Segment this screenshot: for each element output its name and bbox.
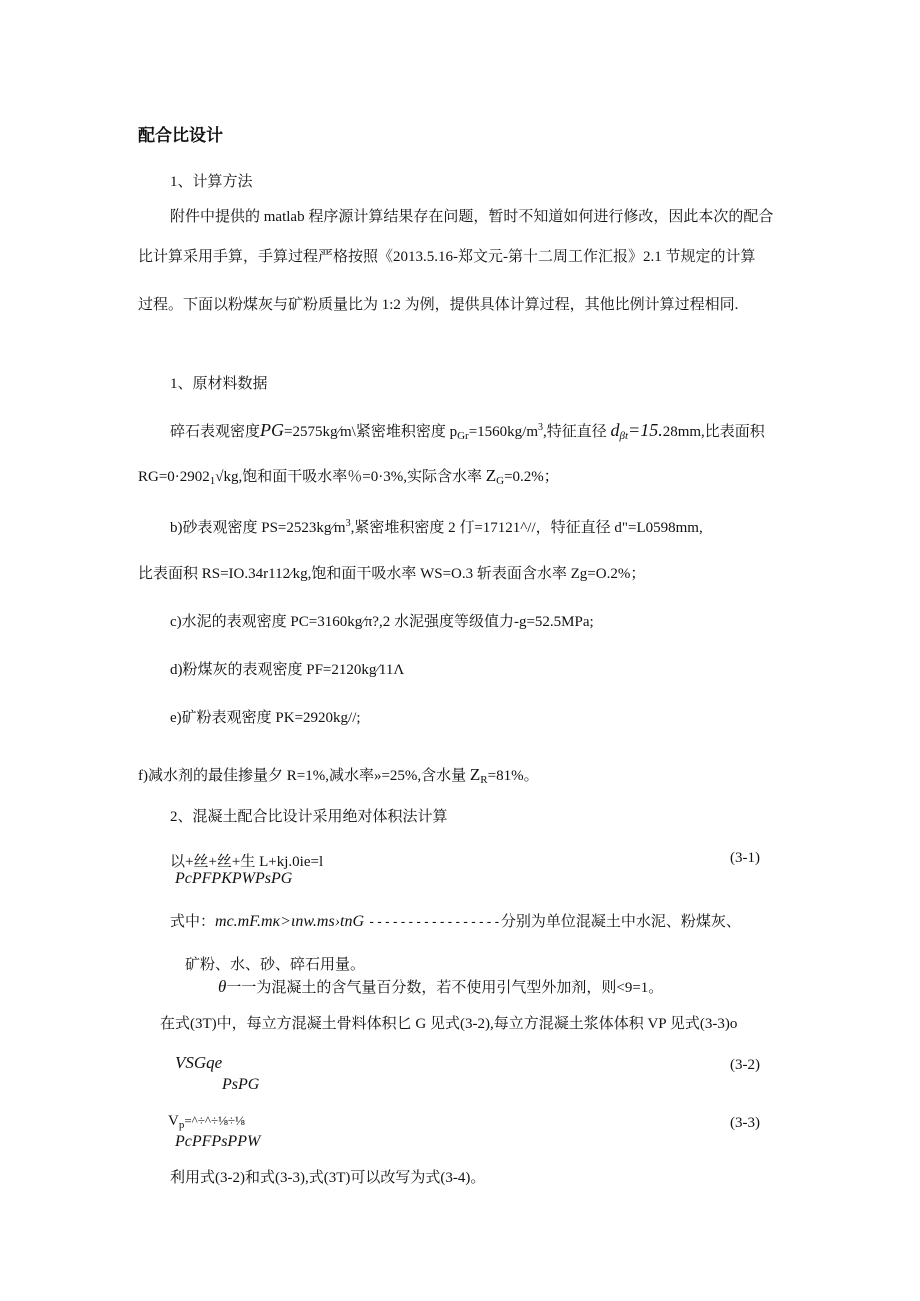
reducer-moisture-value: =81%。 <box>487 768 539 784</box>
equation-3-3-v: V <box>168 1113 179 1129</box>
gravel-area: RG=0·2902 <box>138 469 210 485</box>
where-prefix: 式中： <box>170 914 216 930</box>
equation-3-1-bottom: PcPFPKPWPsPG <box>175 870 293 887</box>
reducer-moisture-symbol: Z <box>469 765 481 784</box>
equation-3-1-top: 以+丝+丝+生 L+kj.0ie=l <box>170 854 324 870</box>
equation-3-3-sub: p <box>178 1119 185 1131</box>
gravel-line-2 <box>138 466 559 491</box>
slag-line: e)矿粉表观密度 PK=2920kg//; <box>170 710 361 726</box>
reducer-line <box>138 765 539 790</box>
equation-3-2-number: (3-2) <box>730 1057 760 1073</box>
gravel-diameter-rest: 28mm,比表面积 <box>662 424 765 440</box>
gravel-area-sub: 1 <box>209 475 216 487</box>
equation-3-3-rest: =^÷^÷⅛÷⅛ <box>184 1113 245 1128</box>
gravel-label: 碎石表观密度 <box>170 424 261 440</box>
equation-3-3-number: (3-3) <box>730 1115 760 1131</box>
where-symbols: mc.mF.mκ>ιnw.ms›tnG <box>215 913 365 930</box>
sand-line-1 <box>170 514 703 538</box>
gravel-density: =2575kg∕m\紧密堆积密度 p <box>284 424 458 440</box>
section-heading-raw-materials: 1、原材料数据 <box>170 376 268 392</box>
equation-3-3-bottom: PcPFPsPPW <box>175 1133 261 1150</box>
flyash-line: d)粉煤灰的表观密度 PF=2120kg∕11Λ <box>170 662 405 678</box>
equation-3-2-bottom: PsPG <box>222 1076 260 1093</box>
reducer-moisture-sub: R <box>480 774 488 786</box>
sand-density: b)砂表观密度 PS=2523kg∕m <box>170 520 346 536</box>
equation-3-3-top <box>168 1113 245 1131</box>
gravel-line-1 <box>170 418 765 446</box>
volume-line: 在式(3T)中，每立方混凝土骨料体积匕 G 见式(3-2),每立方混凝土浆体体积 VP 见式(3-3)o <box>160 1016 738 1032</box>
gravel-diameter-value: =15. <box>628 420 663 440</box>
equation-3-1-number: (3-1) <box>730 850 760 866</box>
sand-packing: ,紧密堆积密度 2 仃=17121^//，特征直径 d"=L0598mm, <box>350 520 703 536</box>
sand-line-2: 比表面积 RS=IO.34r112∕kg,饱和面干吸水率 WS=O.3 斩表面含水率 Zg=O.2%； <box>138 566 646 582</box>
where-text: 分别为单位混凝土中水泥、粉煤灰、 <box>500 914 741 930</box>
paragraph-line: 过程。下面以粉煤灰与矿粉质量比为 1:2 为例，提供具体计算过程，其他比例计算过程相同. <box>138 297 739 313</box>
gravel-absorption: √kg,饱和面干吸水率％=0·3%,实际含水率 <box>215 469 482 485</box>
reducer-text: f)减水剂的最佳掺量夕 R=1%,减水率»=25%,含水量 <box>138 768 467 784</box>
sand-unit-sup: 3 <box>345 518 351 529</box>
section-heading-calc-method: 1、计算方法 <box>170 174 253 190</box>
where-line <box>170 912 741 933</box>
gravel-density-sub: Gr <box>457 430 469 442</box>
theta-symbol: θ <box>218 977 227 996</box>
cement-line: c)水泥的表观密度 PC=3160kg∕π?,2 水泥强度等级值力-g=52.5MPa; <box>170 614 594 630</box>
where-dashes: ----------------- <box>367 915 501 930</box>
gravel-moisture-sub: G <box>496 475 505 487</box>
gravel-diameter-symbol: d <box>610 420 620 440</box>
gravel-packing: =1560kg/m <box>468 424 538 440</box>
theta-text: 一一为混凝土的含气量百分数，若不使用引气型外加剂，则<9=1。 <box>226 980 664 996</box>
paragraph-line: 比计算采用手算，手算过程严格按照《2013.5.16-郑文元-第十二周工作汇报》2.1 节规定的计算 <box>138 249 756 265</box>
gravel-diameter-label: ,特征直径 <box>542 424 607 440</box>
section-heading-mix-design: 2、混凝土配合比设计采用绝对体积法计算 <box>170 809 448 825</box>
equation-3-2-top: VSGqe <box>175 1053 223 1072</box>
gravel-diameter-sub: βt <box>619 430 629 442</box>
page-title: 配合比设计 <box>138 126 223 146</box>
gravel-moisture-symbol: Z <box>485 466 497 485</box>
gravel-unit-sup: 3 <box>537 422 543 433</box>
paragraph-line: 附件中提供的 matlab 程序源计算结果存在问题，暂时不知道如何进行修改，因此本次的配合 <box>170 209 774 225</box>
where-continuation: 矿粉、水、砂、碎石用量。 <box>185 957 366 973</box>
gravel-symbol: PG <box>260 420 285 440</box>
theta-line <box>218 977 663 998</box>
gravel-moisture-value: =0.2%； <box>504 469 559 485</box>
final-line: 利用式(3-2)和式(3-3),式(3T)可以改写为式(3-4)。 <box>170 1170 486 1186</box>
